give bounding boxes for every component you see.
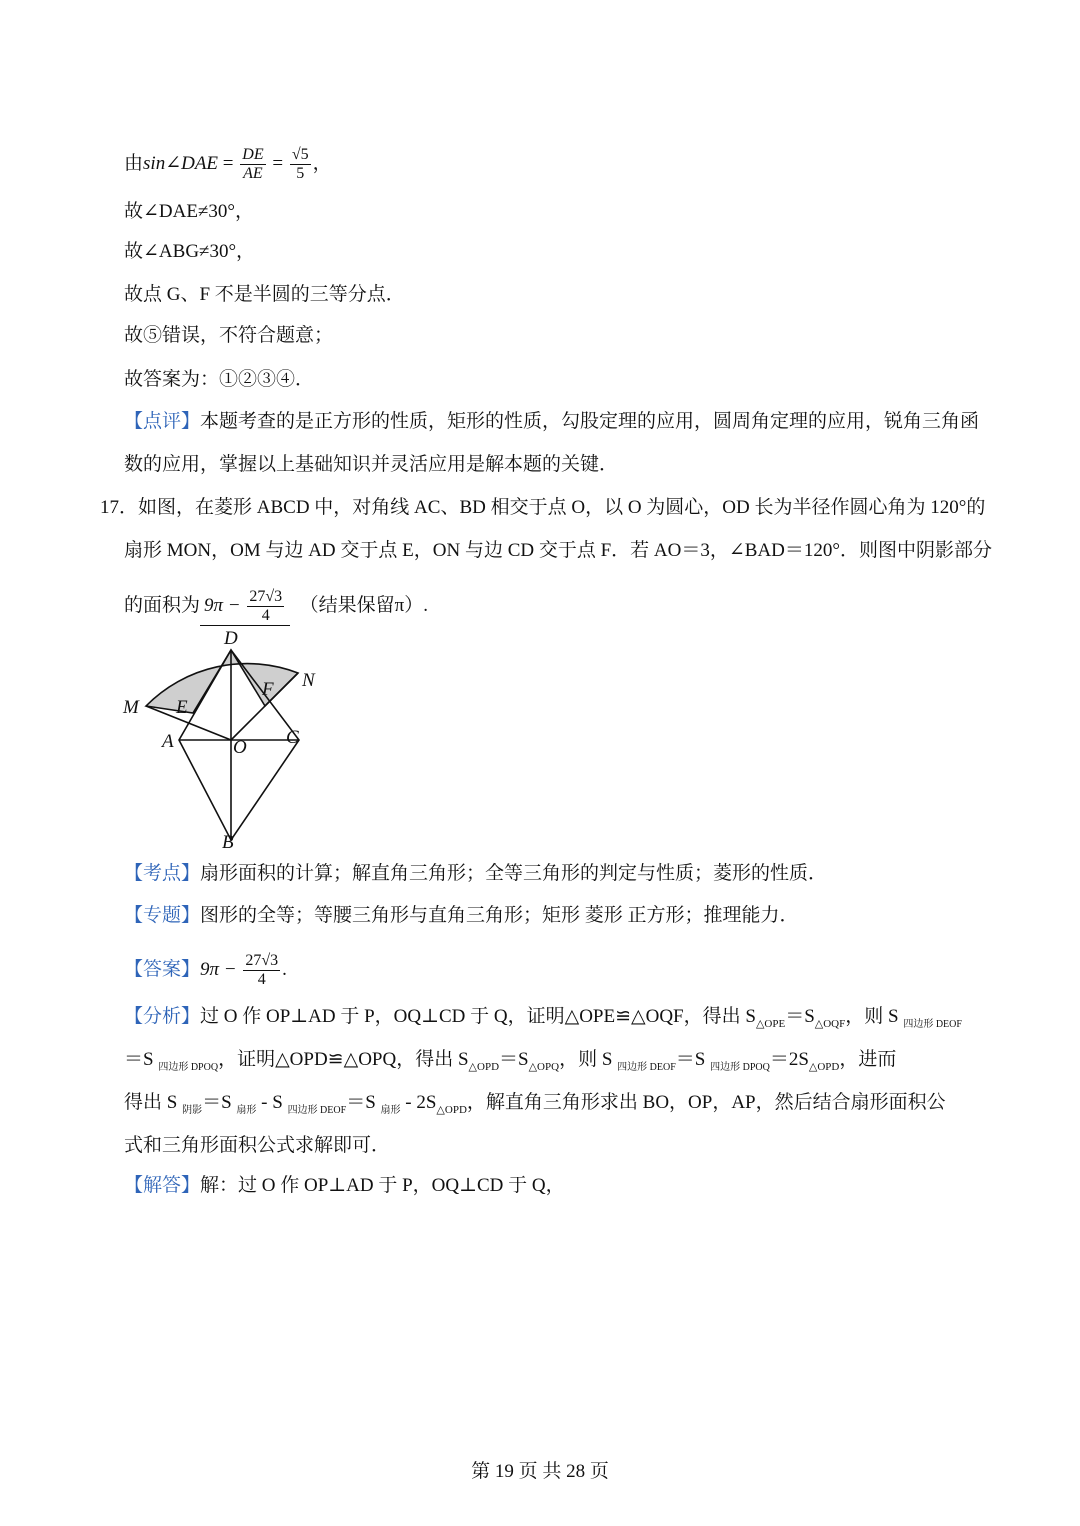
problem-17-line1 [100,494,985,522]
fenxi-line3 [124,1089,946,1125]
fenxi-line4: 式和三角形面积公式求解即可． [124,1135,391,1156]
kaodian-tag: 【考点】 [124,863,201,884]
text: ＝S [202,1092,237,1113]
subscript: 四边形 DEOF [287,1104,347,1116]
rhombus-sector-figure [110,622,350,854]
daan-fraction [243,952,280,989]
line-review [124,408,979,436]
fenxi-line2 [124,1046,896,1082]
text: ，证明△OPD≌△OPQ，得出 S [218,1049,469,1070]
label-d: D [224,628,238,649]
fraction-sqrt5 [290,146,311,183]
subscript: △OPD [808,1060,840,1073]
text: ，则 S [559,1049,618,1070]
numerator: 27√3 [245,952,279,969]
problem-17-line2: 扇形 MON，OM 与边 AD 交于点 E，ON 与边 CD 交于点 F．若 AO＝3，∠BAD＝120°．则图中阴影部分 [124,540,992,561]
line-sin-dae [124,146,332,183]
denominator: 5 [296,165,305,182]
page-footer: 第 19 页 共 28 页 [471,1461,609,1482]
line-answer: 故答案为：①②③④． [124,369,315,390]
subscript: △OPD [436,1103,467,1116]
subscript: △OPQ [528,1060,560,1073]
subscript: △OPD [468,1060,500,1073]
zhuanti-tag: 【专题】 [124,905,201,926]
text: ＝S [785,1006,815,1027]
kaodian-text: 扇形面积的计算；解直角三角形；全等三角形的判定与性质；菱形的性质． [200,863,828,884]
math-expr: sin∠DAE [143,152,219,174]
line-review-cont: 数的应用，掌握以上基础知识并灵活应用是解本题的关键． [124,454,619,475]
subscript: 扇形 [236,1104,257,1116]
text: ，则 S [845,1006,904,1027]
text: ＝2S [769,1049,809,1070]
problem-number: 17． [100,497,139,518]
text: 由 [124,152,144,174]
numerator: 27√3 [249,588,283,605]
problem-17-line3 [124,588,428,626]
text: - S [256,1092,288,1113]
text: 过 O 作 OP⊥AD 于 P，OQ⊥CD 于 Q，证明△OPE≌△OQF，得出 S [200,1006,756,1027]
equals: = [267,152,288,174]
subscript: 四边形 DPOQ [158,1061,219,1073]
denominator: 4 [261,607,270,624]
numerator: √5 [291,146,309,163]
subscript: 四边形 DPOQ [710,1061,770,1073]
numerator: DE [242,146,264,163]
subscript: 四边形 DEOF [617,1061,676,1073]
period: . [282,958,287,980]
subscript: 四边形 DEOF [903,1018,962,1030]
denominator: AE [243,165,263,182]
fraction-de-ae [240,146,265,183]
text: 的面积为 [124,594,201,616]
label-n: N [302,670,315,691]
comma: ， [312,152,332,174]
kaodian-line [124,860,827,888]
line-dae: 故∠DAE≠30°， [124,201,254,222]
line-trisection: 故点 G、F 不是半圆的三等分点． [124,284,405,305]
answer-blank [200,588,290,626]
denominator: 4 [257,971,266,988]
label-e: E [176,697,188,718]
equals: = [218,152,239,174]
line-abg: 故∠ABG≠30°， [124,241,256,262]
fenxi-tag: 【分析】 [124,1006,201,1027]
label-o: O [233,737,247,758]
answer-part: 9π − [204,594,246,616]
review-text: 本题考查的是正方形的性质，矩形的性质，勾股定理的应用，圆周角定理的应用，锐角三角函 [200,411,980,432]
text: ＝S [675,1049,711,1070]
text: （结果保留π）. [299,594,428,616]
shaded-region [146,650,298,713]
jieda-text: 解：过 O 作 OP⊥AD 于 P，OQ⊥CD 于 Q， [200,1175,565,1196]
text: 得出 S [124,1092,183,1113]
jieda-tag: 【解答】 [124,1175,201,1196]
subscript: 阴影 [182,1104,203,1116]
daan-line [124,952,287,989]
label-f: F [262,679,274,700]
label-m: M [123,697,139,718]
jieda-line [124,1172,565,1200]
label-b: B [222,832,234,853]
daan-part: 9π − [200,958,242,980]
label-c: C [286,727,299,748]
zhuanti-line [124,902,799,930]
problem-text: 如图，在菱形 ABCD 中，对角线 AC、BD 相交于点 O，以 O 为圆心，OD 长为半径作圆心角为 120°的 [138,497,986,518]
subscript: △OPE [755,1017,786,1030]
text: ＝S [346,1092,381,1113]
answer-fraction [247,588,284,625]
subscript: 扇形 [380,1104,401,1116]
line-five-wrong: 故⑤错误，不符合题意； [124,325,334,346]
text: ＝S [499,1049,529,1070]
text: ，进而 [839,1049,897,1070]
review-tag: 【点评】 [124,411,201,432]
label-a: A [162,731,174,752]
fenxi-line1 [124,1003,962,1039]
subscript: △OQF [814,1017,846,1030]
text: ，解直角三角形求出 BO，OP，AP，然后结合扇形面积公 [466,1092,946,1113]
text: - 2S [400,1092,437,1113]
daan-tag: 【答案】 [124,958,201,980]
zhuanti-text: 图形的全等；等腰三角形与直角三角形；矩形 菱形 正方形；推理能力． [200,905,799,926]
text: ＝S [124,1049,159,1070]
